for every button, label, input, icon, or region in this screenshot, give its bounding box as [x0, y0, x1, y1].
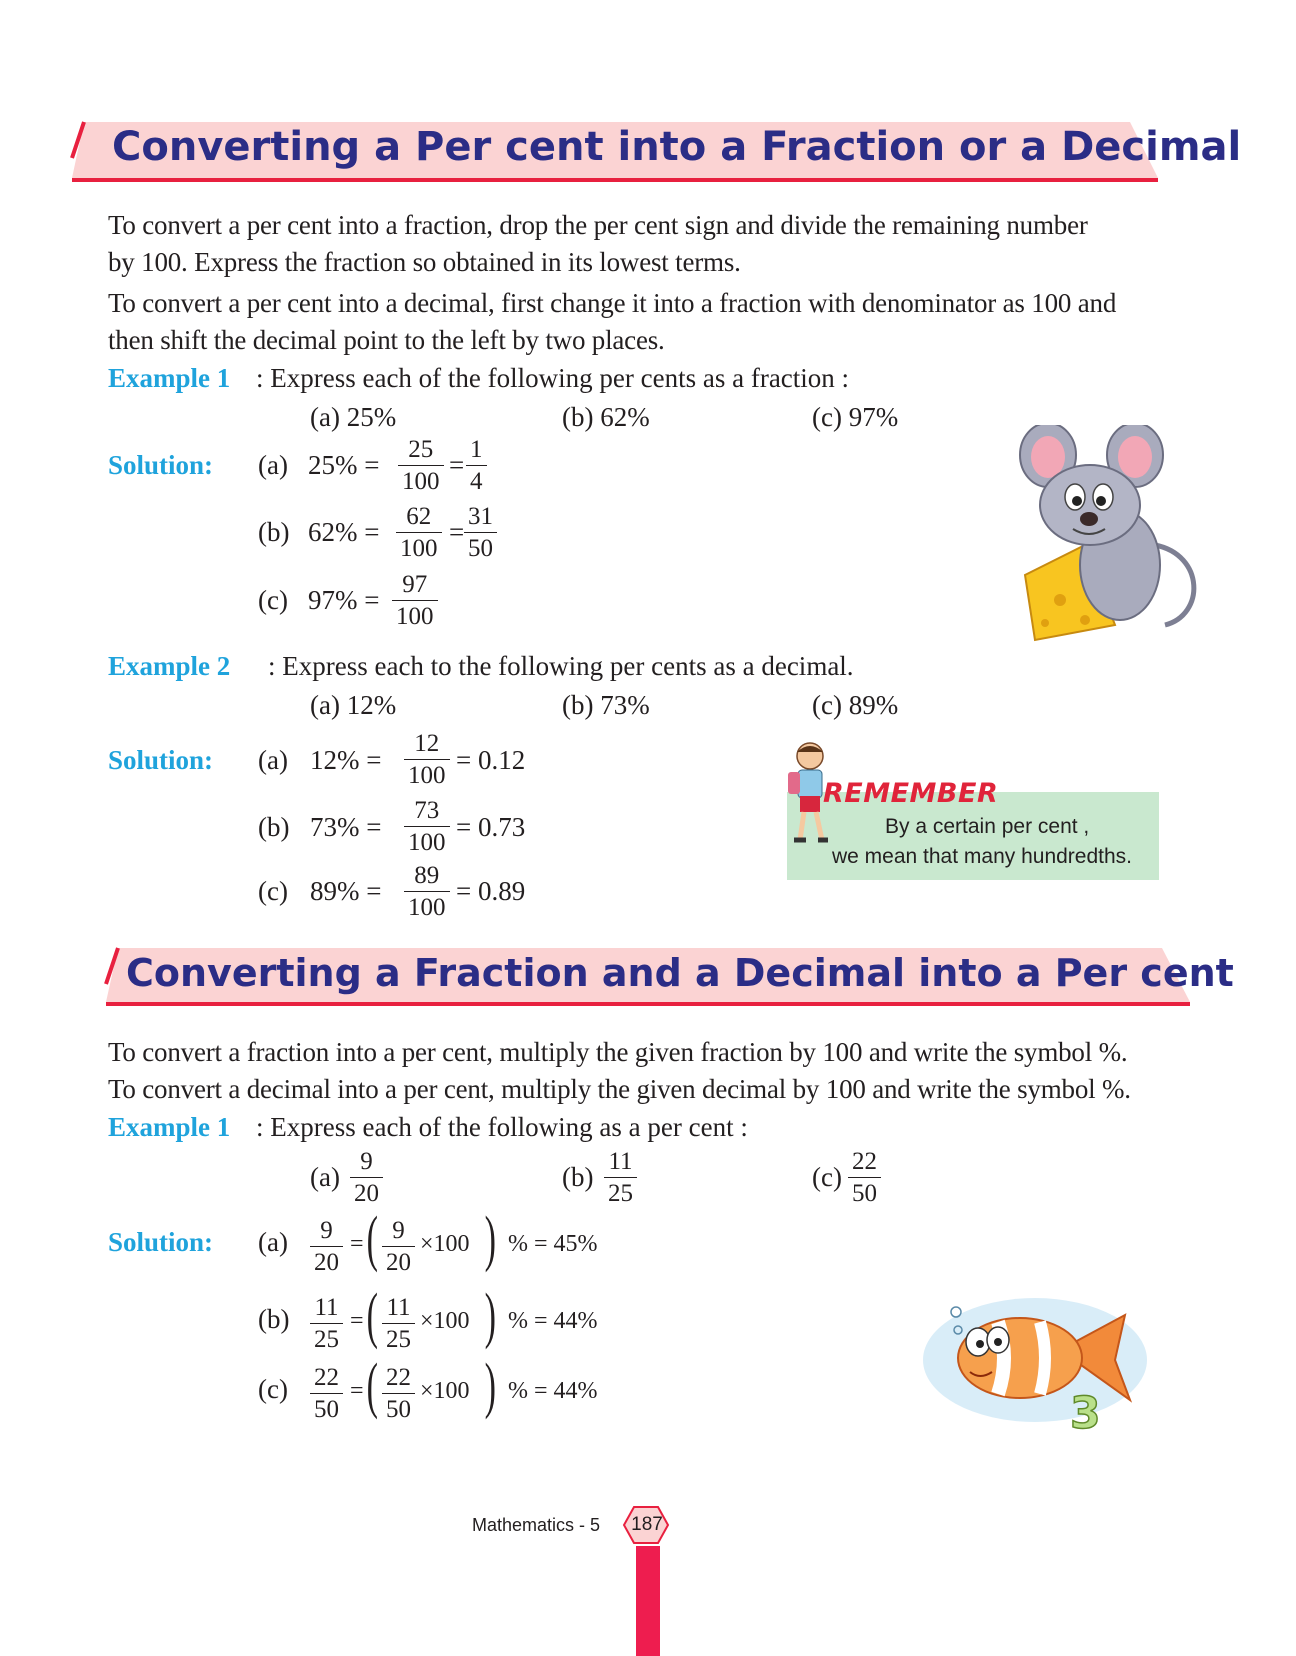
solution-part: (a)	[258, 1227, 288, 1257]
option-c: (c) 97%	[812, 402, 899, 432]
footer-book-title: Mathematics - 5	[472, 1515, 601, 1535]
option-b-part: (b)	[562, 1162, 594, 1192]
solution-lhs: 73% =	[310, 812, 382, 842]
fraction: $\frac{25}{100}$	[398, 434, 444, 497]
remember-title: REMEMBER	[823, 778, 999, 809]
mouse-cheese-illustration	[1005, 425, 1205, 645]
solution-part: (a)	[258, 450, 288, 480]
fish-illustration	[920, 1280, 1150, 1440]
left-paren: (	[366, 1282, 379, 1350]
remember-line2: we mean that many hundredths.	[832, 845, 1133, 868]
example-label: Example 2	[108, 651, 231, 681]
equals-sign: =	[350, 1308, 364, 1334]
section2-title: Converting a Fraction and a Decimal into a Per cent	[126, 951, 1234, 995]
solution-result: % = 44%	[508, 1378, 598, 1404]
fraction: $\frac{89}{100}$	[404, 860, 450, 923]
solution-result: = 0.73	[456, 812, 526, 842]
multiply-100: ×100	[420, 1308, 470, 1334]
fraction: $\frac{11}{25}$	[382, 1292, 415, 1355]
example-question: : Express each to the following per cents as a decimal.	[268, 651, 854, 681]
page-number: 187	[631, 1514, 663, 1535]
solution-part: (c)	[258, 876, 288, 906]
option-c-part: (c)	[812, 1162, 842, 1192]
example-question: : Express each of the following per cents as a fraction :	[256, 363, 850, 393]
section1-para1-line2: by 100. Express the fraction so obtained in its lowest terms.	[108, 247, 741, 277]
solution-label: Solution:	[108, 1227, 214, 1257]
example-question: : Express each of the following as a per cent :	[256, 1112, 748, 1142]
solution-lhs: 89% =	[310, 876, 382, 906]
equals-sign: =	[449, 450, 465, 480]
right-paren: )	[484, 1282, 497, 1350]
solution-lhs: 25% =	[308, 450, 380, 480]
solution-part: (c)	[258, 1374, 288, 1404]
section1-title: Converting a Per cent into a Fraction or a Decimal	[112, 124, 1242, 170]
fraction: $\frac{11}{25}$	[310, 1292, 343, 1355]
option-c: (c) 89%	[812, 690, 899, 720]
fraction: $\frac{12}{100}$	[404, 728, 450, 791]
solution-result: = 0.89	[456, 876, 526, 906]
solution-result: % = 45%	[508, 1231, 598, 1257]
section1-para1-line1: To convert a per cent into a fraction, drop the per cent sign and divide the remaining number	[108, 210, 1088, 240]
fraction: $\frac{62}{100}$	[396, 501, 442, 564]
solution-part: (b)	[258, 517, 290, 547]
example-label: Example 1	[108, 1112, 231, 1142]
left-paren: (	[366, 1352, 379, 1420]
fraction: $\frac{31}{50}$	[464, 501, 497, 564]
solution-label: Solution:	[108, 745, 214, 775]
solution-result: % = 44%	[508, 1308, 598, 1334]
right-paren: )	[484, 1205, 497, 1273]
solution-part: (b)	[258, 812, 290, 842]
section2-para2: To convert a decimal into a per cent, multiply the given decimal by 100 and write the symbol %.	[108, 1074, 1131, 1104]
fraction: $\frac{97}{100}$	[392, 569, 438, 632]
example-label: Example 1	[108, 363, 231, 393]
page-edge-bar	[636, 1546, 660, 1656]
equals-sign: =	[449, 517, 465, 547]
fraction: $\frac{1}{4}$	[466, 434, 487, 497]
solution-result: = 0.12	[456, 745, 526, 775]
fraction: $\frac{11}{25}$	[604, 1146, 637, 1209]
fraction: $\frac{22}{50}$	[848, 1146, 881, 1209]
section1-para2-line2: then shift the decimal point to the left by two places.	[108, 325, 665, 355]
fraction: $\frac{9}{20}$	[310, 1215, 343, 1278]
option-a-part: (a)	[310, 1162, 340, 1192]
remember-line1: By a certain per cent ,	[885, 815, 1090, 838]
solution-part: (c)	[258, 585, 288, 615]
fraction: $\frac{22}{50}$	[382, 1362, 415, 1425]
option-a: (a) 12%	[310, 690, 397, 720]
solution-part: (a)	[258, 745, 288, 775]
multiply-100: ×100	[420, 1231, 470, 1257]
solution-lhs: 62% =	[308, 517, 380, 547]
option-b: (b) 73%	[562, 690, 650, 720]
option-a: (a) 25%	[310, 402, 397, 432]
fraction: $\frac{73}{100}$	[404, 795, 450, 858]
option-b: (b) 62%	[562, 402, 650, 432]
solution-part: (b)	[258, 1304, 290, 1334]
solution-lhs: 97% =	[308, 585, 380, 615]
right-paren: )	[484, 1352, 497, 1420]
solution-lhs: 12% =	[310, 745, 382, 775]
multiply-100: ×100	[420, 1378, 470, 1404]
left-paren: (	[366, 1205, 379, 1273]
svg-text:3: 3	[1070, 1388, 1101, 1439]
section1-para2-line1: To convert a per cent into a decimal, first change it into a fraction with denominator as 100 and	[108, 288, 1117, 318]
fraction: $\frac{22}{50}$	[310, 1362, 343, 1425]
fraction: $\frac{9}{20}$	[350, 1146, 383, 1209]
section2-para1: To convert a fraction into a per cent, multiply the given fraction by 100 and write the symbol %.	[108, 1037, 1128, 1067]
solution-label: Solution:	[108, 450, 214, 480]
equals-sign: =	[350, 1378, 364, 1404]
equals-sign: =	[350, 1231, 364, 1257]
fraction: $\frac{9}{20}$	[382, 1215, 415, 1278]
